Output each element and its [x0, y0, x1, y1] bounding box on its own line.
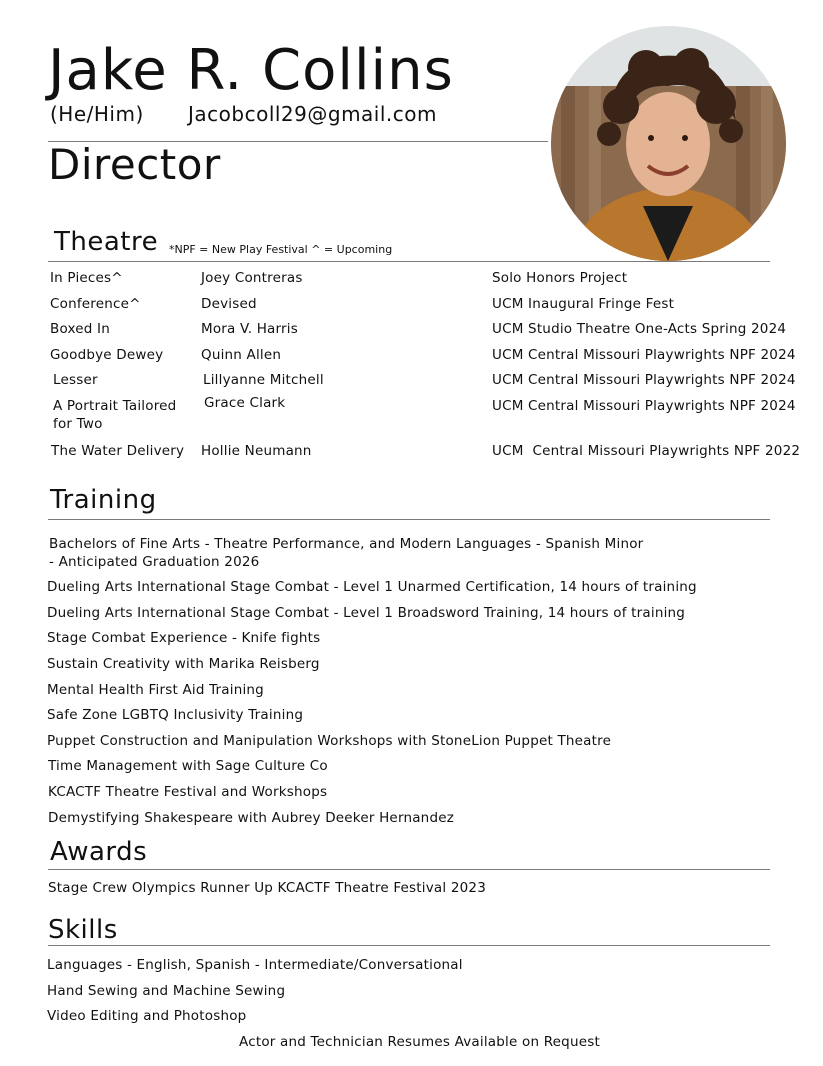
theatre-playwright: Lillyanne Mitchell	[203, 372, 324, 388]
footer-note: Actor and Technician Resumes Available on Request	[239, 1034, 600, 1050]
theatre-venue: UCM Inaugural Fringe Fest	[492, 296, 675, 312]
training-item: Dueling Arts International Stage Combat - Level 1 Unarmed Certification, 14 hours of training	[47, 579, 697, 595]
role-title: Director	[48, 140, 221, 189]
theatre-venue: UCM Central Missouri Playwrights NPF 2024	[492, 347, 796, 363]
theatre-show: Goodbye Dewey	[50, 347, 164, 363]
skills-divider	[48, 945, 770, 946]
training-item: Stage Combat Experience - Knife fights	[47, 630, 321, 646]
theatre-divider	[48, 261, 770, 262]
theatre-heading: Theatre	[54, 227, 159, 257]
training-item: Safe Zone LGBTQ Inclusivity Training	[47, 707, 304, 723]
awards-heading: Awards	[50, 837, 148, 867]
skill-item: Languages - English, Spanish - Intermediate/Conversational	[47, 957, 463, 973]
theatre-venue: UCM Studio Theatre One-Acts Spring 2024	[492, 321, 787, 337]
theatre-show: Lesser	[53, 372, 98, 388]
training-item: KCACTF Theatre Festival and Workshops	[48, 784, 328, 800]
theatre-venue: UCM Central Missouri Playwrights NPF 2024	[492, 398, 796, 414]
theatre-playwright: Mora V. Harris	[201, 321, 298, 337]
theatre-venue: UCM Central Missouri Playwrights NPF 2024	[492, 372, 796, 388]
theatre-legend-note: *NPF = New Play Festival ^ = Upcoming	[169, 243, 393, 256]
theatre-show: Conference^	[50, 296, 141, 312]
theatre-show: In Pieces^	[50, 270, 123, 286]
award-item: Stage Crew Olympics Runner Up KCACTF Theatre Festival 2023	[48, 880, 486, 896]
theatre-playwright: Quinn Allen	[201, 347, 282, 363]
training-item: Mental Health First Aid Training	[47, 682, 264, 698]
training-item: Bachelors of Fine Arts - Theatre Performance, and Modern Languages - Spanish Minor	[49, 536, 644, 552]
theatre-venue: Solo Honors Project	[492, 270, 628, 286]
pronouns: (He/Him)	[50, 102, 144, 126]
theatre-playwright: Grace Clark	[204, 395, 286, 411]
skill-item: Video Editing and Photoshop	[47, 1008, 247, 1024]
profile-photo	[551, 26, 786, 261]
training-item-continued: - Anticipated Graduation 2026	[49, 554, 260, 570]
theatre-show: The Water Delivery	[51, 443, 185, 459]
skills-heading: Skills	[48, 915, 118, 945]
training-item: Dueling Arts International Stage Combat - Level 1 Broadsword Training, 14 hours of training	[47, 605, 686, 621]
training-item: Demystifying Shakespeare with Aubrey Deeker Hernandez	[48, 810, 455, 826]
training-item: Time Management with Sage Culture Co	[48, 758, 328, 774]
skill-item: Hand Sewing and Machine Sewing	[47, 983, 286, 999]
awards-divider	[48, 869, 770, 870]
theatre-playwright: Devised	[201, 296, 257, 312]
resume-name: Jake R. Collins	[48, 38, 454, 103]
training-item: Puppet Construction and Manipulation Workshops with StoneLion Puppet Theatre	[47, 733, 612, 749]
email-address: Jacobcoll29@gmail.com	[188, 102, 437, 126]
theatre-playwright: Hollie Neumann	[201, 443, 312, 459]
training-item: Sustain Creativity with Marika Reisberg	[47, 656, 320, 672]
theatre-show: Boxed In	[50, 321, 110, 337]
theatre-playwright: Joey Contreras	[201, 270, 303, 286]
theatre-show: A Portrait Tailored for Two	[53, 398, 177, 432]
training-heading: Training	[50, 485, 157, 515]
theatre-venue: UCM Central Missouri Playwrights NPF 2022	[492, 443, 801, 459]
training-divider	[48, 519, 770, 520]
